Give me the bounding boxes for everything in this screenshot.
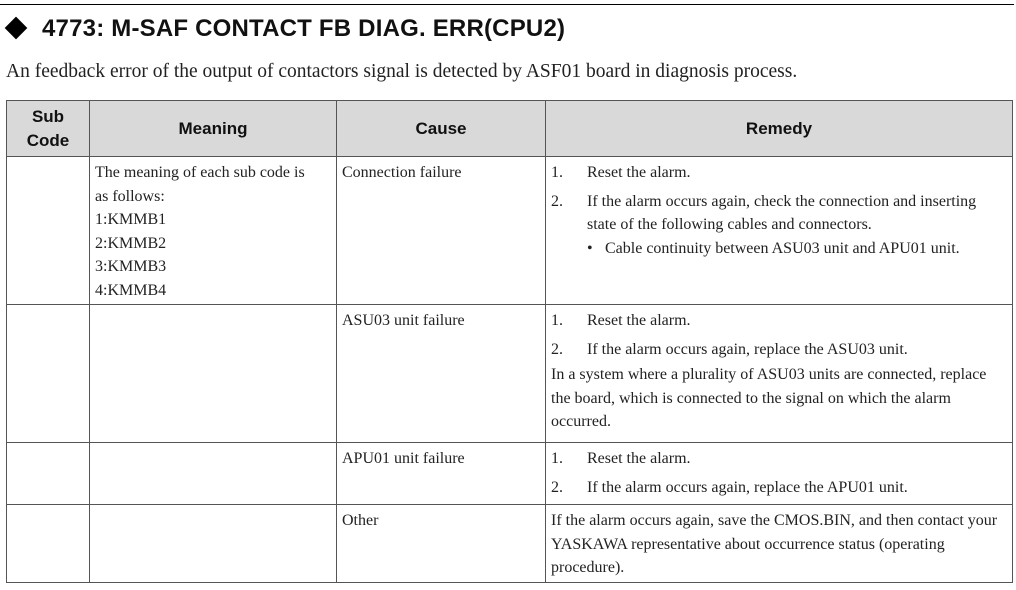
- meaning-line: 3:KMMB3: [95, 258, 167, 275]
- cause-cell: Connection failure: [337, 157, 546, 305]
- meaning-cell: [90, 305, 337, 443]
- bullet-icon: •: [587, 239, 593, 257]
- alarm-heading: [0, 4, 1014, 50]
- step-number: 2.: [551, 340, 563, 358]
- meaning-line: The meaning of each sub code is: [95, 164, 305, 181]
- table-row: [7, 443, 1013, 505]
- table-row: [7, 305, 1013, 443]
- sub-code-cell: [7, 443, 90, 505]
- step-number: 2.: [551, 478, 563, 496]
- meaning-cell: [90, 157, 337, 305]
- meaning-cell: [90, 505, 337, 583]
- step-number: 1.: [551, 450, 563, 467]
- bullet-text: Cable continuity between ASU03 unit and APU01 unit.: [605, 239, 960, 257]
- remedy-text: If the alarm occurs again, save the CMOS.BIN, and then contact your YASKAWA representative about occurrence status (operating procedure).: [551, 512, 998, 576]
- remedy-cell: [546, 505, 1013, 583]
- meaning-line: 2:KMMB2: [95, 234, 167, 252]
- meaning-line: 1:KMMB1: [95, 211, 167, 228]
- remedy-cell: [546, 443, 1013, 505]
- remedy-step: [551, 309, 1007, 333]
- step-number: 1.: [551, 164, 563, 181]
- step-number: 2.: [551, 192, 563, 210]
- cause-cell: ASU03 unit failure: [337, 305, 546, 443]
- diamond-icon: [5, 17, 28, 40]
- sub-code-cell: [7, 157, 90, 305]
- remedy-bullet: [551, 237, 1007, 261]
- alarm-title: 4773: M-SAF CONTACT FB DIAG. ERR(CPU2): [42, 15, 566, 42]
- step-text: Reset the alarm.: [587, 164, 691, 181]
- remedy-cell: [546, 157, 1013, 305]
- remedy-step: [551, 338, 1007, 362]
- step-text: If the alarm occurs again, check the connection and inserting state of the following cables and connectors.: [587, 192, 977, 233]
- remedy-step: [551, 476, 1007, 500]
- meaning-line: as follows:: [95, 187, 165, 205]
- sub-code-cell: [7, 505, 90, 583]
- step-text: If the alarm occurs again, replace the APU01 unit.: [587, 478, 908, 496]
- remedy-step: [551, 161, 1007, 185]
- alarm-table: [6, 100, 1013, 583]
- header-remedy: Remedy: [546, 101, 1013, 157]
- remedy-step: [551, 447, 1007, 471]
- sub-code-cell: [7, 305, 90, 443]
- meaning-line: 4:KMMB4: [95, 281, 167, 299]
- remedy-note: In a system where a plurality of ASU03 units are connected, replace the board, which is connected to the signal on which the alarm occurred.: [551, 366, 987, 430]
- header-cause: Cause: [337, 101, 546, 157]
- header-sub-code-line2: Code: [26, 130, 70, 150]
- alarm-description: An feedback error of the output of contactors signal is detected by ASF01 board in diagnosis process.: [6, 61, 798, 82]
- step-text: Reset the alarm.: [587, 312, 691, 329]
- step-text: If the alarm occurs again, replace the ASU03 unit.: [587, 340, 908, 358]
- header-meaning: Meaning: [90, 101, 337, 157]
- table-header-row: [7, 101, 1013, 157]
- remedy-step: [551, 190, 1007, 237]
- table-row: [7, 157, 1013, 305]
- meaning-cell: [90, 443, 337, 505]
- header-sub-code-line1: Sub: [31, 106, 65, 126]
- step-text: Reset the alarm.: [587, 450, 691, 467]
- cause-cell: APU01 unit failure: [337, 443, 546, 505]
- table-row: [7, 505, 1013, 583]
- step-number: 1.: [551, 312, 563, 329]
- header-sub-code: [7, 101, 90, 157]
- cause-cell: Other: [337, 505, 546, 583]
- remedy-cell: [546, 305, 1013, 443]
